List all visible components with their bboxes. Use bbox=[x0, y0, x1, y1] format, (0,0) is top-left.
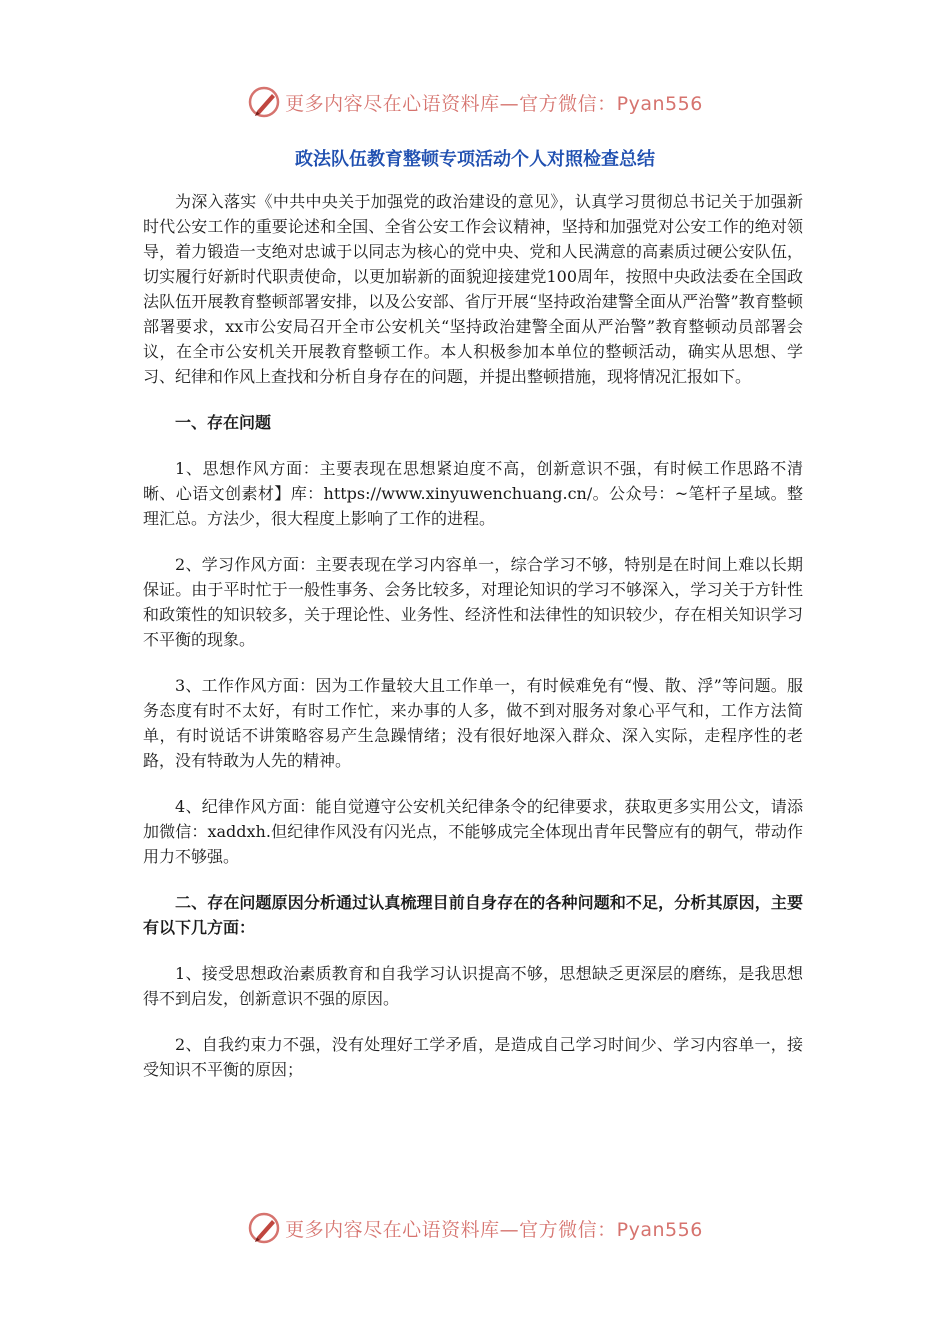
document-title: 政法队伍教育整顿专项活动个人对照检查总结 bbox=[295, 149, 655, 170]
list-item: 1、思想作风方面：主要表现在思想紧迫度不高，创新意识不强，有时候工作思路不清晰、心语文创素材】库：https://www.xinyuwenchuang.cn/。公众号：~笔杆子星域。整理汇总。方法少，很大程度上影响了工作的进程。 bbox=[143, 459, 803, 528]
footer-banner bbox=[0, 1208, 950, 1248]
list-item: 4、纪律作风方面：能自觉遵守公安机关纪律条令的纪律要求，获取更多实用公文，请添加微信：xaddxh.但纪律作风没有闪光点，不能够成完全体现出青年民警应有的朝气，带动作用力不够强。 bbox=[143, 797, 803, 866]
section-heading: 二、存在问题原因分析通过认真梳理目前自身存在的各种问题和不足，分析其原因，主要有以下几方面： bbox=[143, 893, 803, 937]
list-item: 3、工作作风方面：因为工作量较大且工作单一，有时候难免有“慢、散、浮”等问题。服务态度有时不太好，有时工作忙，来办事的人多，做不到对服务对象心平气和，工作方法简单，有时说话不讲策略容易产生急躁情绪；没有很好地深入群众、深入实际，走程序性的老路，没有特敢为人先的精神。 bbox=[143, 676, 803, 770]
pen-logo-icon bbox=[247, 85, 281, 119]
footer-banner-text: 更多内容尽在心语资料库—官方微信：Pyan556 bbox=[285, 1218, 703, 1241]
header-banner-text: 更多内容尽在心语资料库—官方微信：Pyan556 bbox=[285, 92, 703, 115]
intro-paragraph: 为深入落实《中共中央关于加强党的政治建设的意见》，认真学习贯彻总书记关于加强新时代公安工作的重要论述和全国、全省公安工作会议精神，坚持和加强党对公安工作的绝对领导，着力锻造一支绝对忠诚于以同志为核心的党中央、党和人民满意的高素质过硬公安队伍，切实履行好新时代职责使命，以更加崭新的面貌迎接建党100周年，按照中央政法委在全国政法队伍开展教育整顿部署安排，以及公安部、省厅开展“坚持政治建警全面从严治警”教育整顿部署要求，xx市公安局召开全市公安机关“坚持政治建警全面从严治警”教育整顿动员部署会议，在全市公安机关开展教育整顿工作。本人积极参加本单位的整顿活动，确实从思想、学习、纪律和作风上查找和分析自身存在的问题，并提出整顿措施，现将情况汇报如下。 bbox=[143, 192, 803, 386]
list-item: 1、接受思想政治素质教育和自我学习认识提高不够，思想缺乏更深层的磨练，是我思想得不到启发，创新意识不强的原因。 bbox=[143, 964, 803, 1008]
pen-logo-icon bbox=[247, 1211, 281, 1245]
list-item: 2、自我约束力不强，没有处理好工学矛盾，是造成自己学习时间少、学习内容单一，接受知识不平衡的原因； bbox=[143, 1035, 803, 1079]
document-body bbox=[143, 189, 803, 1103]
header-banner bbox=[0, 82, 950, 122]
section-heading: 一、存在问题 bbox=[175, 413, 272, 432]
list-item: 2、学习作风方面：主要表现在学习内容单一，综合学习不够，特别是在时间上难以长期保证。由于平时忙于一般性事务、会务比较多，对理论知识的学习不够深入，学习关于方针性和政策性的知识较多，关于理论性、业务性、经济性和法律性的知识较少，存在相关知识学习不平衡的现象。 bbox=[143, 555, 803, 649]
